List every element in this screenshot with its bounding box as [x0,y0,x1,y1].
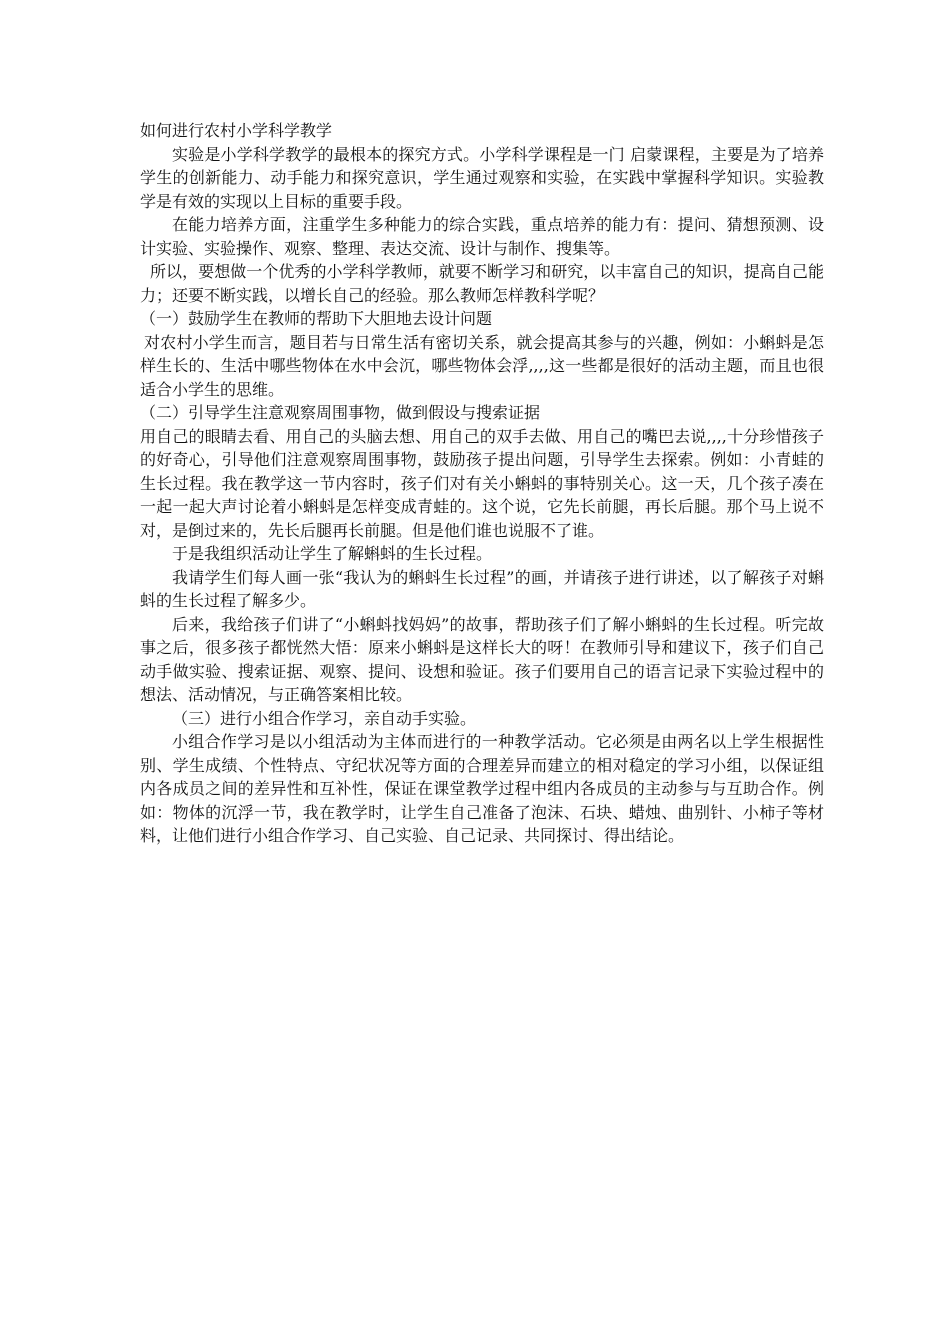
paragraph-section-2: 用自己的眼睛去看、用自己的头脑去想、用自己的双手去做、用自己的嘴巴去说,,,,十分珍惜孩子的好奇心，引导他们注意观察周围事物，鼓励孩子提出问题，引导学生去探索。例如：小青蛙的生长过程。我在教学这一节内容时，孩子们对有关小蝌蚪的事特别关心。这一天，几个孩子凑在一起一起大声讨论着小蝌蚪是怎样变成青蛙的。这个说，它先长前腿，再长后腿。那个马上说不对，是倒过来的，先长后腿再长前腿。但是他们谁也说服不了谁。 [140,426,824,540]
section-heading-1: （一）鼓励学生在教师的帮助下大胆地去设计问题 [140,309,493,328]
paragraph-drawing: 我请学生们每人画一张“我认为的蝌蚪生长过程”的画，并请孩子进行讲述，以了解孩子对蝌蚪的生长过程了解多少。 [140,567,824,610]
paragraph-abilities: 在能力培养方面，注重学生多种能力的综合实践，重点培养的能力有：提问、猜想预测、设计实验、实验操作、观察、整理、表达交流、设计与制作、搜集等。 [140,215,824,258]
paragraph-teacher: 所以，要想做一个优秀的小学科学教师，就要不断学习和研究，以丰富自己的知识，提高自己能力；还要不断实践，以增长自己的经验。那么教师怎样教科学呢？ [140,262,824,305]
document-body [140,119,824,848]
paragraph-section-1: 对农村小学生而言，题目若与日常生活有密切关系，就会提高其参与的兴趣，例如：小蝌蚪是怎样生长的、生活中哪些物体在水中会沉，哪些物体会浮,,,,这一些都是很好的活动主题，而且也很适合小学生的思维。 [140,332,824,399]
document-title: 如何进行农村小学科学教学 [140,121,333,140]
paragraph-activity: 于是我组织活动让学生了解蝌蚪的生长过程。 [172,544,493,563]
section-heading-3: （三）进行小组合作学习，亲自动手实验。 [172,708,477,728]
section-heading-2: （二）引导学生注意观察周围事物，做到假设与搜索证据 [140,403,541,422]
paragraph-intro: 实验是小学科学教学的最根本的探究方式。小学科学课程是一门 启蒙课程，主要是为了培养学生的创新能力、动手能力和探究意识，学生通过观察和实验，在实践中掌握科学知识。实验教学是有效的实现以上目标的重要手段。 [140,144,824,211]
paragraph-story: 后来，我给孩子们讲了“小蝌蚪找妈妈”的故事，帮助孩子们了解小蝌蚪的生长过程。听完故事之后，很多孩子都恍然大悟：原来小蝌蚪是这样长大的呀！在教师引导和建议下，孩子们自己动手做实验、搜索证据、观察、提问、设想和验证。孩子们要用自己的语言记录下实验过程中的想法、活动情况，与正确答案相比较。 [140,614,824,704]
paragraph-section-3: 小组合作学习是以小组活动为主体而进行的一种教学活动。它必须是由两名以上学生根据性别、学生成绩、个性特点、守纪状况等方面的合理差异而建立的相对稳定的学习小组，以保证组内各成员之间的差异性和互补性，保证在课堂教学过程中组内各成员的主动参与与互助合作。例如：物体的沉浮一节，我在教学时，让学生自己准备了泡沫、石块、蜡烛、曲别针、小柿子等材料，让他们进行小组合作学习、自己实验、自己记录、共同探讨、得出结论。 [140,732,824,845]
